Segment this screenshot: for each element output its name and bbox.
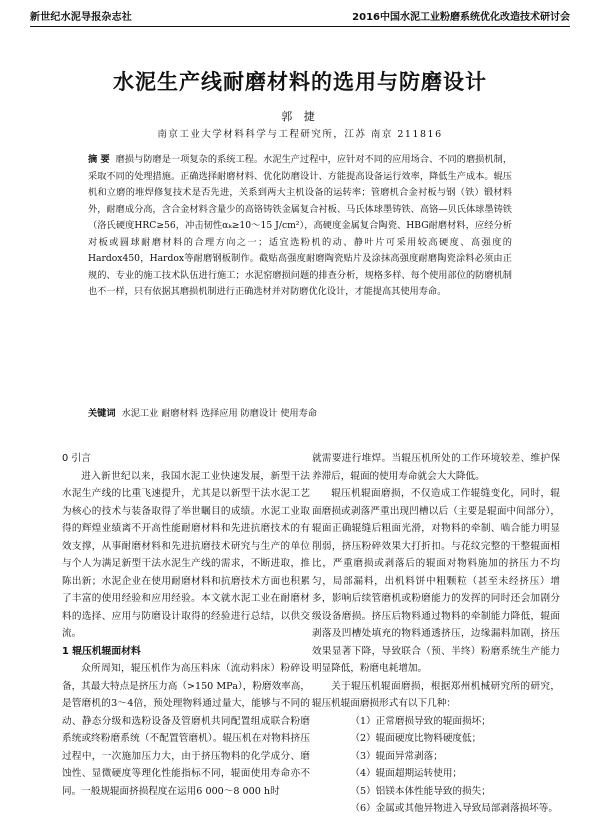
wear-list-item: （3）辊面异常剥落； (350, 750, 443, 762)
keywords-text: 水泥工业 耐磨材料 选择应用 防磨设计 使用寿命 (121, 408, 317, 419)
abstract-text: 磨损与防磨是一项复杂的系统工程。水泥生产过程中，应针对不同的应用场合、不同的磨损机制，采取不同的处理措施。正确选择耐磨材料、优化防磨设计、方能提高设备运行效率，降低生产成本。辊压机和立磨的堆焊修复技术是否先进，关系到两大主机设备的运转率；管磨机合金衬板与钢（铁）锻材料外，耐磨成分高，含合金材料含量少的高铬铸铁金属复合衬板、马氏体球墨铸铁、高铬—贝氏体球墨铸铁（洛氏硬度HRC≥56，冲击韧性αₖ≥10～15 J/cm²），高硬度金属复合陶瓷、HBG耐磨材料，应经分析对板或圆球耐磨材料的合理方向之一；适宜选粉机的动、静叶片可采用较高硬度、高强度的Hardox450，Hardox等耐磨钢板制作。截贴高强度耐磨陶瓷贴片及涂抹高强度耐磨陶瓷涂料必须由正规的、专业的施工技术队伍进行施工；水泥窑磨损问题的排查分析，规格多样、每个使用部位的防磨机制也不一样，只有依据其磨损机制进行正确选材并对防磨优化设计，才能提高其使用寿命。 (88, 154, 513, 297)
col2-paragraph-2: 辊压机辊面磨损，不仅造成工作辊缝变化，同时，辊面磨损或剥落严重出现凹槽以后（主要是辊面中间部分），辊面正确辊缝后粗面光滑，对物料的牵制、啮合能力明显削弱，挤压粉碎效果大打折扣。与花纹完整的干整辊面相比，严重磨损或剥落后的辊面对物料施加的挤压力不均匀，局部漏料，出机料饼中粗颗粒（甚至未经挤压）增多，影响后续管磨机或粉磨能力的发挥的同时还会加剧分级设备磨损。挤压后物料通过物料的牵制能力降低，辊面剥落及凹槽处填充的物料通透挤压，边缘漏料加剧，挤压效果显著下降，导致联合（预、半终）粉磨系统生产能力明显降低，粉磨电耗增加。 (312, 488, 560, 674)
intro-paragraph: 进入新世纪以来，我国水泥工业快速发展，新型干法水泥生产线的比重飞速提升，尤其是以新型干法水泥工艺为核心的技术与装备取得了举世瞩目的成绩。水泥工业取得的辉煌业绩离不开高性能耐磨材料和先进抗磨技术的有效支撑，从事耐磨材料和先进抗磨技术研究与生产的单位与个人为满足新型干法水泥生产线的需求，不断进取，推陈出新；水泥企业在使用耐磨材料和抗磨技术方面也积累了丰富的使用经验和应用经验。本文就水泥工业在耐磨材料的选择、应用与防磨设计取得的经验进行总结，以供交流。 (62, 470, 310, 639)
body-column-left (62, 450, 310, 800)
col2-paragraph-3: 关于辊压机辊面磨损，根据郑州机械研究所的研究，辊压机辊面磨损形式有以下几种： (312, 680, 560, 709)
wear-list-item: （2）辊面硬度比物料硬度低； (350, 733, 482, 744)
keywords-block (88, 406, 512, 422)
col2-paragraph-1: 就需要进行堆焊。当辊压机所处的工作环境较差、维护保养滞后，辊面的使用寿命就会大大降低。 (312, 453, 560, 482)
keywords-label: 关键词 (88, 408, 116, 419)
article-title: 水泥生产线耐磨材料的选用与防磨设计 (113, 70, 487, 94)
conference-name: 2016中国水泥工业粉磨系统优化改造技术研讨会 (352, 12, 570, 23)
wear-list-item: （1）正常磨损导致的辊面损坏； (350, 715, 491, 727)
intro-heading: 0 引言 (62, 453, 91, 464)
wear-list-item: （4）辊面超期运转使用； (350, 768, 463, 779)
wear-list-item: （5）铝镁本体性能导致的损失； (350, 785, 491, 797)
abstract-block (88, 152, 512, 301)
abstract-label: 摘 要 (88, 154, 110, 165)
section-1-paragraph: 众所周知，辊压机作为高压料床（流动料床）粉碎设备，其最大特点是挤压力高（>150 MPa），粉磨效率高，是管磨机的3～4倍，预处理物料通过量大，能够与不同的动、静态分级和选粉设备及管磨机共同配置组成联合粉磨系统或终粉磨系统（不配置管磨机）。辊压机在对物料挤压过程中，一次施加压力大，由于挤压物料的化学成分、磨蚀性、显微硬度等理化性能指标不同，辊面使用寿命亦不同。一般规辊面挤损程度在运用6 000～8 000 h时 (62, 663, 310, 797)
page-header (0, 0, 600, 34)
journal-name: 新世纪水泥导报杂志社 (30, 12, 132, 23)
wear-list-item: （6）金属或其他异物进入导致局部剥落损坏等。 (350, 803, 558, 814)
section-1-heading: 1 辊压机辊面材料 (62, 645, 141, 657)
author-affiliation: 南京工业大学材料科学与工程研究所，江苏 南京 211816 (157, 129, 443, 140)
header-rule (30, 26, 570, 27)
body-column-right (312, 450, 560, 818)
article-author: 郭 捷 (281, 110, 319, 123)
